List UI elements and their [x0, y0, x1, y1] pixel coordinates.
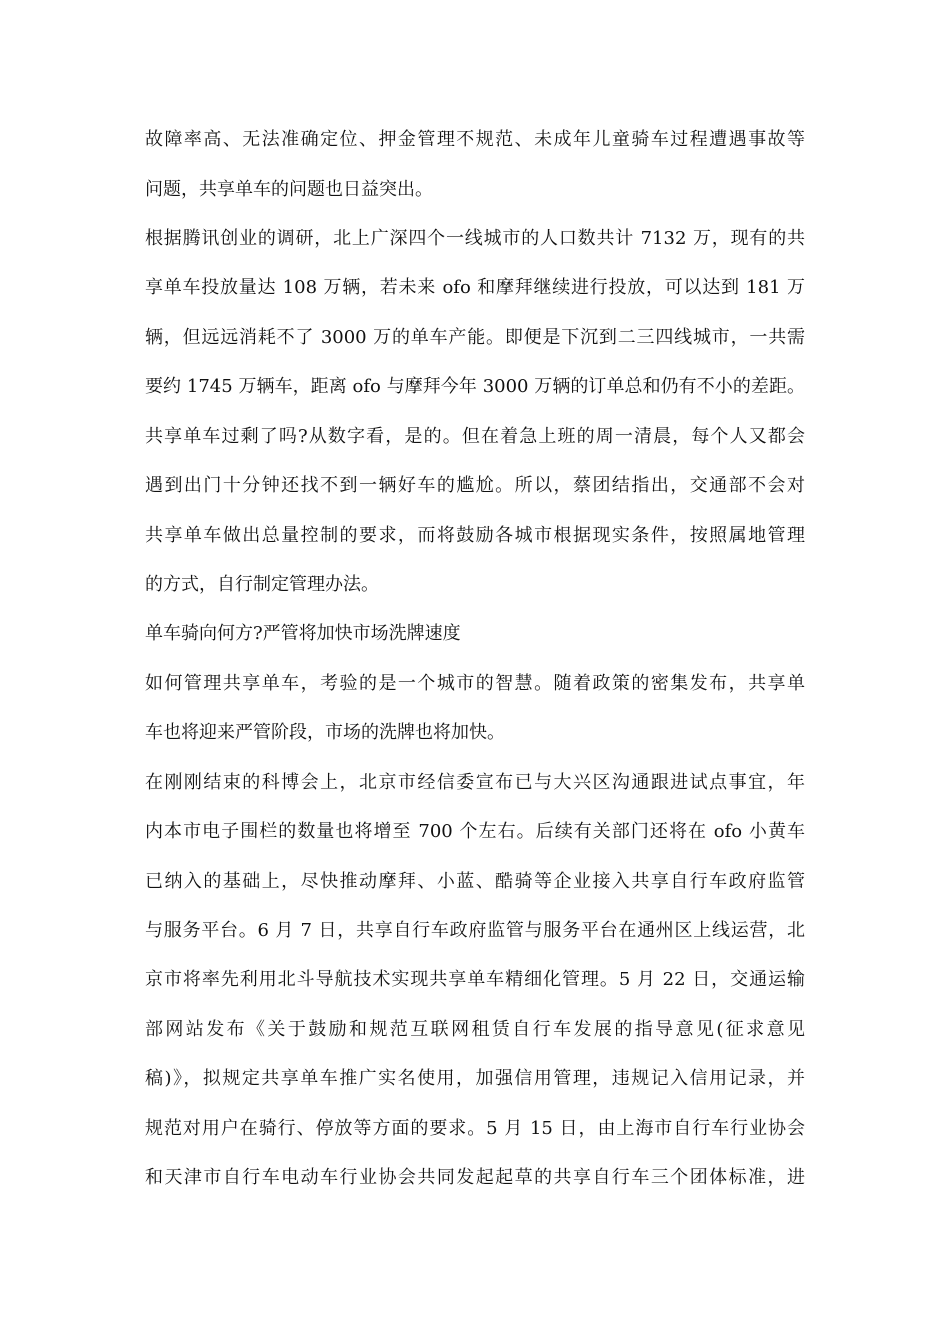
text-line-15: 内本市电子围栏的数量也将增至 700 个左右。后续有关部门还将在 ofo 小黄车 [145, 821, 805, 842]
text-line-1: 故障率高、无法准确定位、押金管理不规范、未成年儿童骑车过程遭遇事故等 [145, 129, 805, 150]
text-line-8: 遇到出门十分钟还找不到一辆好车的尴尬。所以，蔡团结指出，交通部不会对 [145, 475, 805, 496]
text-line-3: 根据腾讯创业的调研，北上广深四个一线城市的人口数共计 7132 万，现有的共 [145, 228, 805, 249]
text-line-20: 稿)》，拟规定共享单车推广实名使用，加强信用管理，违规记入信用记录，并 [145, 1068, 805, 1089]
text-line-12: 如何管理共享单车，考验的是一个城市的智慧。随着政策的密集发布，共享单 [145, 673, 805, 694]
text-line-5: 辆，但远远消耗不了 3000 万的单车产能。即便是下沉到二三四线城市，一共需 [145, 327, 805, 348]
text-line-6: 要约 1745 万辆车，距离 ofo 与摩拜今年 3000 万辆的订单总和仍有不小的差距。 [145, 376, 805, 397]
text-line-21: 规范对用户在骑行、停放等方面的要求。5 月 15 日，由上海市自行车行业协会 [145, 1118, 805, 1139]
text-line-16: 已纳入的基础上，尽快推动摩拜、小蓝、酷骑等企业接入共享自行车政府监管 [145, 871, 805, 892]
text-line-18: 京市将率先利用北斗导航技术实现共享单车精细化管理。5 月 22 日，交通运输 [145, 969, 805, 990]
section-heading: 单车骑向何方?严管将加快市场洗牌速度 [145, 623, 461, 644]
text-line-2: 问题，共享单车的问题也日益突出。 [145, 179, 433, 200]
text-line-9: 共享单车做出总量控制的要求，而将鼓励各城市根据现实条件，按照属地管理 [145, 525, 805, 546]
text-line-19: 部网站发布《关于鼓励和规范互联网租赁自行车发展的指导意见(征求意见 [145, 1019, 805, 1040]
text-line-14: 在刚刚结束的科博会上，北京市经信委宣布已与大兴区沟通跟进试点事宜，年 [145, 772, 805, 793]
text-line-4: 享单车投放量达 108 万辆，若未来 ofo 和摩拜继续进行投放，可以达到 181 万 [145, 277, 805, 298]
text-line-13: 车也将迎来严管阶段，市场的洗牌也将加快。 [145, 722, 505, 743]
text-line-10: 的方式，自行制定管理办法。 [145, 574, 379, 595]
text-line-17: 与服务平台。6 月 7 日，共享自行车政府监管与服务平台在通州区上线运营，北 [145, 920, 805, 941]
text-line-22: 和天津市自行车电动车行业协会共同发起起草的共享自行车三个团体标准，进 [145, 1167, 805, 1188]
text-line-7: 共享单车过剩了吗?从数字看，是的。但在着急上班的周一清晨，每个人又都会 [145, 426, 805, 447]
